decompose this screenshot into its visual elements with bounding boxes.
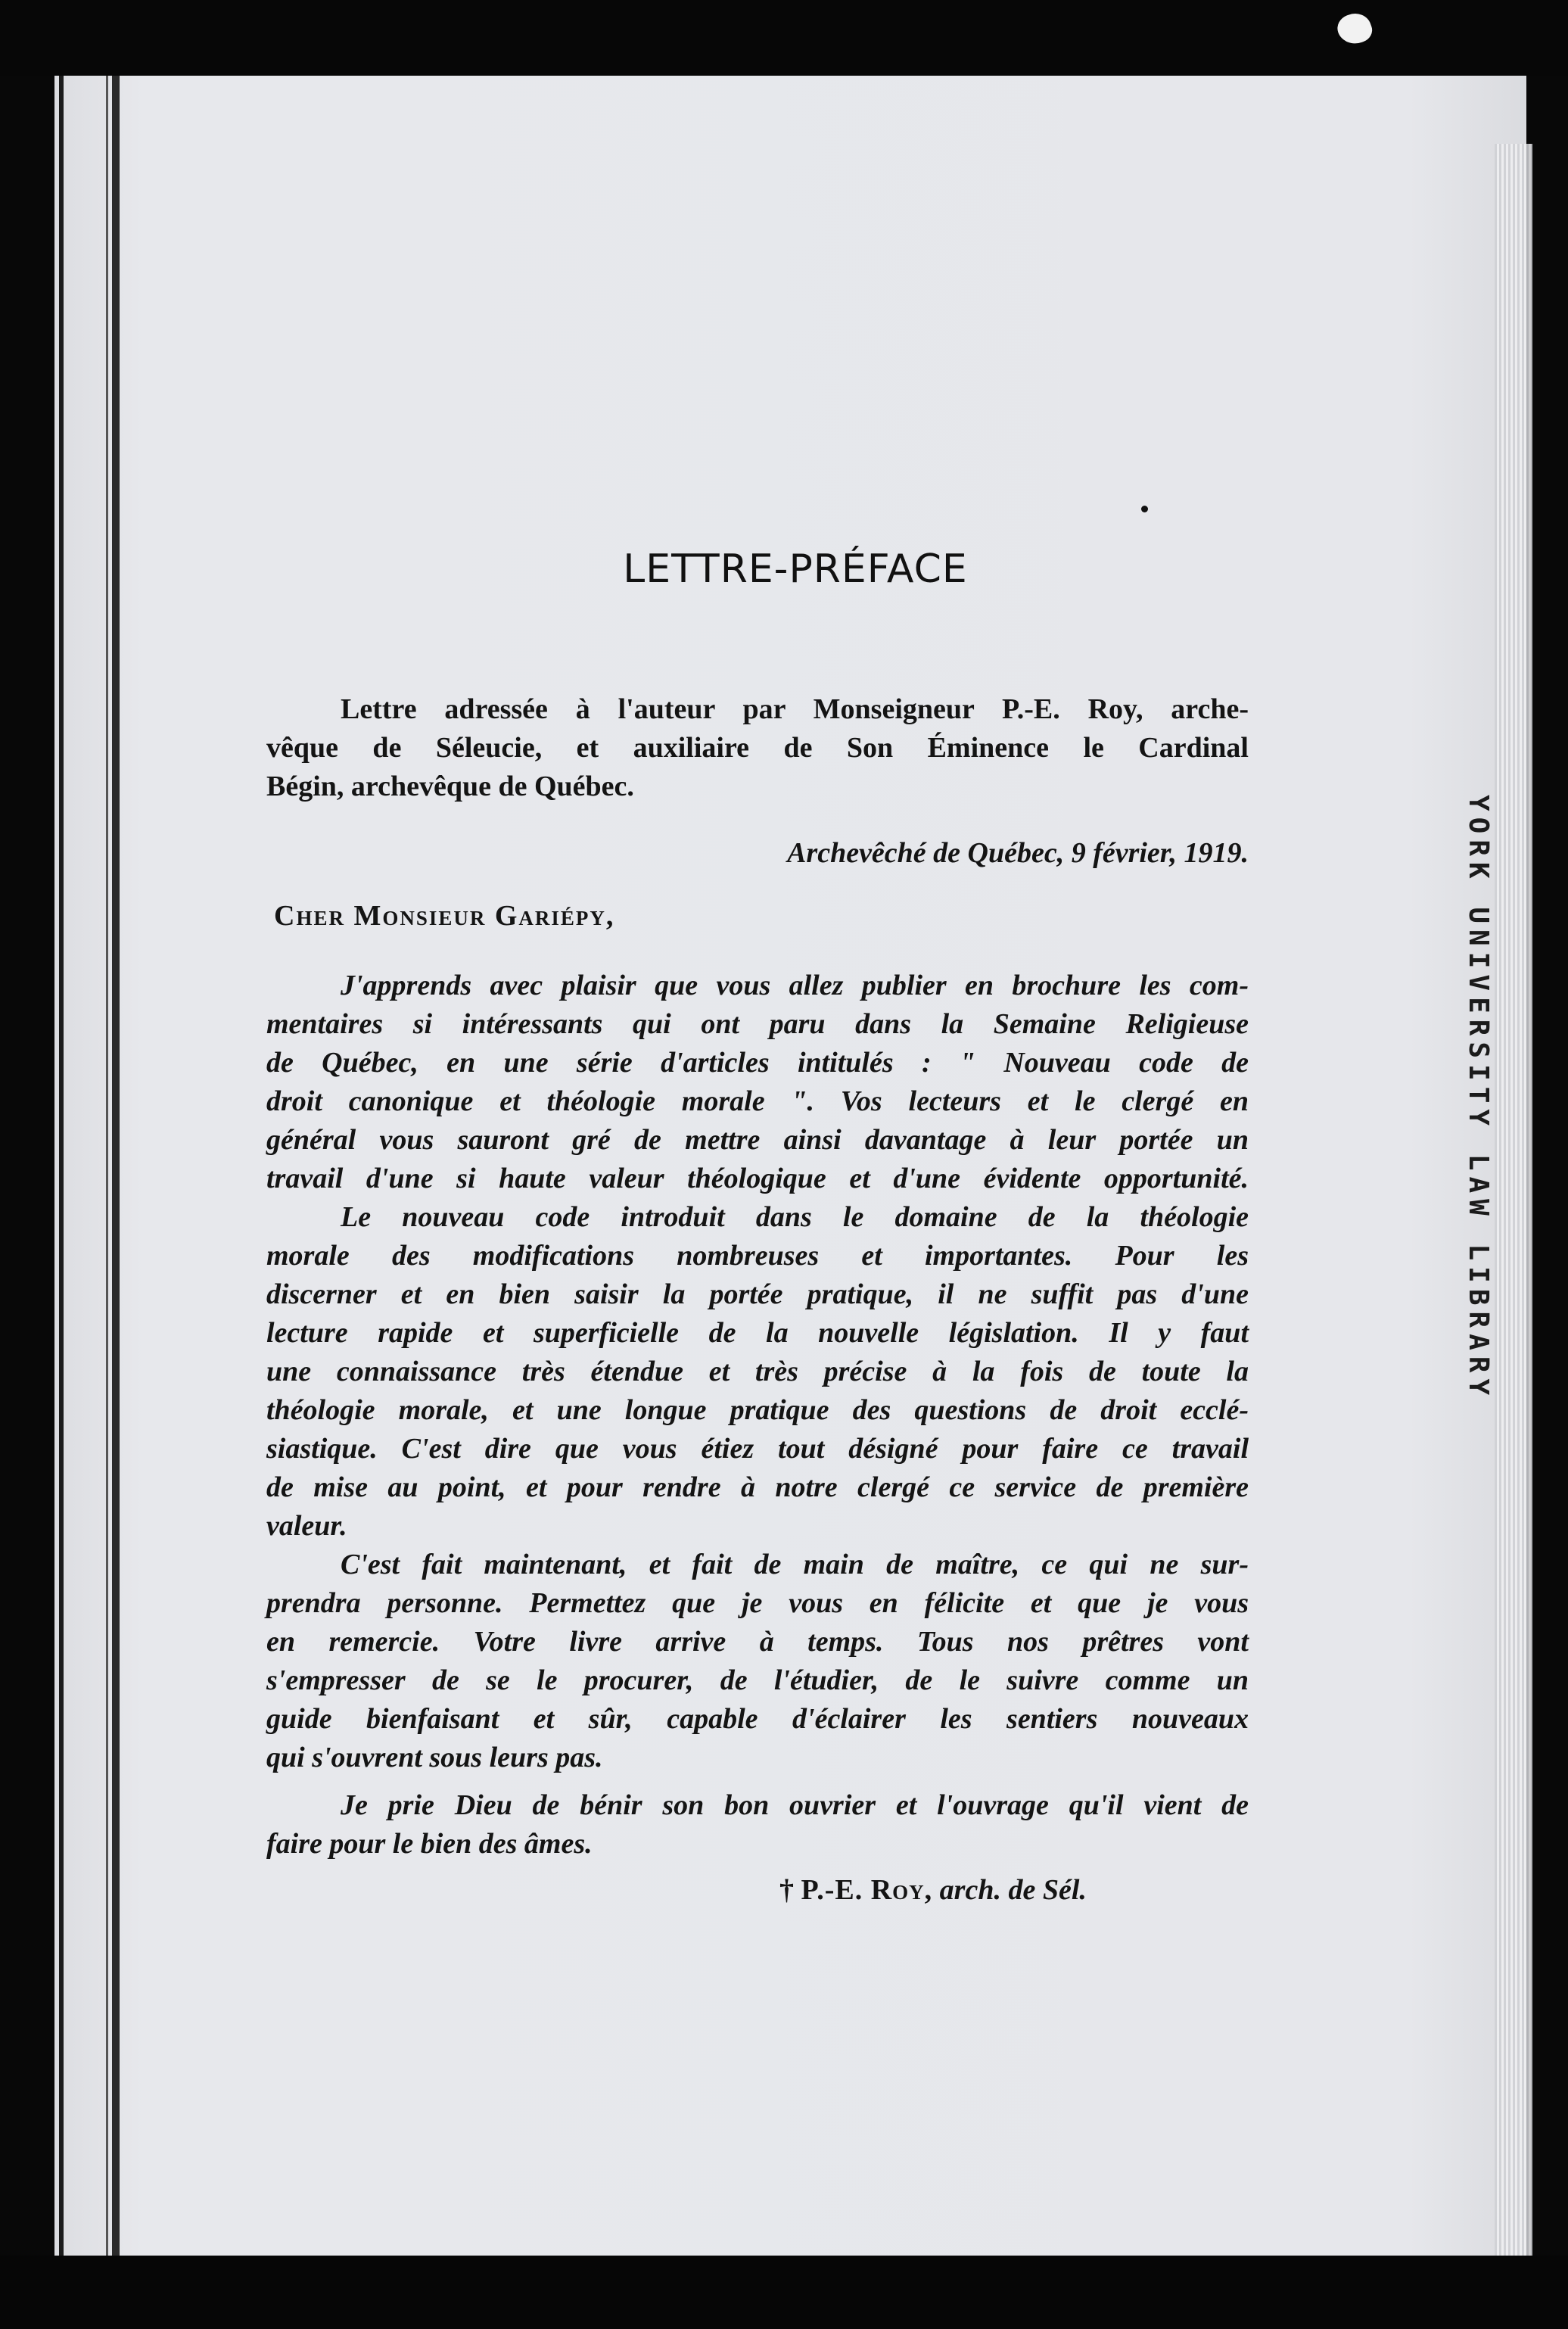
signature-cross: †	[779, 1874, 794, 1906]
ink-speck	[1141, 506, 1148, 512]
signature-title: arch. de Sél.	[939, 1874, 1087, 1906]
library-stamp	[1462, 795, 1507, 1476]
body-line: mentaires si intéressants qui ont paru dans la Semaine Religieuse	[266, 1008, 1249, 1040]
body-line: en remercie. Votre livre arrive à temps. Tous nos prêtres vont	[266, 1626, 1249, 1658]
body-line: faire pour le bien des âmes.	[266, 1828, 593, 1860]
body-line: qui s'ouvrent sous leurs pas.	[266, 1742, 603, 1773]
body-line: théologie morale, et une longue pratique des questions de droit ecclé-	[266, 1394, 1249, 1426]
body-line: prendra personne. Permettez que je vous en félicite et que je vous	[266, 1587, 1249, 1619]
page-title: LETTRE-PRÉFACE	[623, 546, 968, 592]
scan-top-border	[0, 0, 1568, 76]
body-line: Le nouveau code introduit dans le domaine de la théologie	[341, 1201, 1249, 1233]
intro-line: vêque de Séleucie, et auxiliaire de Son Éminence le Cardinal	[266, 732, 1249, 764]
scan-bottom-border	[0, 2256, 1568, 2329]
binding-gutter-line	[59, 76, 64, 2256]
body-line: J'apprends avec plaisir que vous allez publier en brochure les com-	[341, 970, 1249, 1001]
body-line: guide bienfaisant et sûr, capable d'éclairer les sentiers nouveaux	[266, 1703, 1249, 1735]
body-line: valeur.	[266, 1510, 347, 1542]
body-line: lecture rapide et superficielle de la nouvelle législation. Il y faut	[266, 1317, 1249, 1349]
intro-line: Bégin, archevêque de Québec.	[266, 771, 634, 802]
body-line: discerner et en bien saisir la portée pratique, il ne suffit pas d'une	[266, 1278, 1249, 1310]
binding-gutter-line	[112, 76, 120, 2256]
signature	[779, 1873, 1087, 1907]
body-line: de Québec, en une série d'articles intitulés : " Nouveau code de	[266, 1047, 1249, 1079]
salutation: Cher Monsieur Gariépy,	[274, 900, 615, 932]
library-stamp-text: YORK UNIVERSITY LAW LIBRARY	[1463, 795, 1494, 1402]
body-line: C'est fait maintenant, et fait de main de maître, ce qui ne sur-	[341, 1549, 1249, 1580]
body-line: Je prie Dieu de bénir son bon ouvrier et l'ouvrage qu'il vient de	[341, 1789, 1249, 1821]
body-line: siastique. C'est dire que vous étiez tout désigné pour faire ce travail	[266, 1433, 1249, 1465]
body-line: droit canonique et théologie morale ". Vos lecteurs et le clergé en	[266, 1085, 1249, 1117]
body-line: s'empresser de se le procurer, de l'étudier, de le suivre comme un	[266, 1664, 1249, 1696]
binding-gutter-line	[106, 76, 108, 2256]
signature-name: P.-E. Roy,	[801, 1874, 933, 1906]
body-line: de mise au point, et pour rendre à notre clergé ce service de première	[266, 1471, 1249, 1503]
body-line: général vous sauront gré de mettre ainsi davantage à leur portée un	[266, 1124, 1249, 1156]
intro-line: Lettre adressée à l'auteur par Monseigneur P.-E. Roy, arche-	[341, 693, 1249, 725]
letter-date: Archevêché de Québec, 9 février, 1919.	[787, 837, 1249, 869]
body-line: travail d'une si haute valeur théologique et d'une évidente opportunité.	[266, 1163, 1249, 1194]
body-line: morale des modifications nombreuses et importantes. Pour les	[266, 1240, 1249, 1272]
body-line: une connaissance très étendue et très précise à la fois de toute la	[266, 1356, 1249, 1387]
